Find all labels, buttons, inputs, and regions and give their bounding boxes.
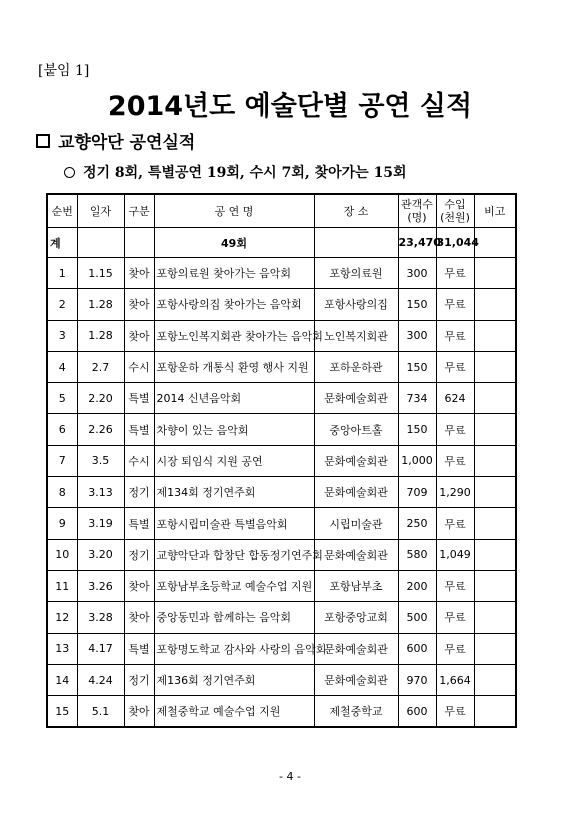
table-row: [47, 414, 516, 445]
cell-note: [474, 696, 516, 728]
cell-category: 수시: [124, 445, 154, 476]
cell-date: 4.24: [77, 664, 124, 695]
cell-date: 2.7: [77, 351, 124, 382]
summary-text: 정기 8회, 특별공연 19회, 수시 7회, 찾아가는 15회: [83, 165, 407, 181]
header-audience-line1: 관객수: [401, 198, 433, 211]
total-audience: 23,470: [398, 228, 436, 258]
cell-date: 3.5: [77, 445, 124, 476]
table-header-row: [47, 194, 516, 228]
cell-audience: 600: [398, 633, 436, 664]
cell-venue: 문화예술회관: [314, 383, 398, 414]
cell-no: 7: [47, 445, 77, 476]
cell-category: 찾아: [124, 570, 154, 601]
cell-name: 2014 신년음악회: [154, 383, 314, 414]
cell-no: 1: [47, 258, 77, 289]
header-note: 비고: [474, 194, 516, 228]
cell-no: 8: [47, 477, 77, 508]
cell-venue: 포항남부초: [314, 570, 398, 601]
header-name: 공 연 명: [154, 194, 314, 228]
cell-venue: 문화예술회관: [314, 633, 398, 664]
cell-venue: 포항의료원: [314, 258, 398, 289]
cell-audience: 250: [398, 508, 436, 539]
cell-venue: 포항중앙교회: [314, 602, 398, 633]
table-row: [47, 664, 516, 695]
cell-venue: 시립미술관: [314, 508, 398, 539]
performance-summary: [64, 162, 407, 182]
cell-name: 교향악단과 합창단 합동정기연주회: [154, 539, 314, 570]
cell-venue: 문화예술회관: [314, 445, 398, 476]
cell-note: [474, 570, 516, 601]
cell-name: 중앙동민과 함께하는 음악회: [154, 602, 314, 633]
page-title: 2014년도 예술단별 공연 실적: [107, 91, 473, 122]
cell-no: 5: [47, 383, 77, 414]
cell-name: 포항명도학교 감사와 사랑의 음악회: [154, 633, 314, 664]
cell-no: 6: [47, 414, 77, 445]
cell-audience: 200: [398, 570, 436, 601]
cell-note: [474, 508, 516, 539]
cell-revenue: 무료: [436, 570, 474, 601]
cell-audience: 300: [398, 258, 436, 289]
cell-revenue: 무료: [436, 414, 474, 445]
performance-table: [46, 193, 517, 728]
cell-venue: 문화예술회관: [314, 664, 398, 695]
cell-category: 정기: [124, 664, 154, 695]
cell-name: 차향이 있는 음악회: [154, 414, 314, 445]
cell-category: 특별: [124, 383, 154, 414]
header-no: 순번: [47, 194, 77, 228]
cell-revenue: 1,049: [436, 539, 474, 570]
section-heading: [36, 128, 195, 153]
cell-audience: 600: [398, 696, 436, 728]
cell-revenue: 1,664: [436, 664, 474, 695]
header-revenue-line2: (천원): [440, 211, 470, 224]
cell-category: 특별: [124, 508, 154, 539]
cell-venue: 문화예술회관: [314, 539, 398, 570]
cell-revenue: 무료: [436, 508, 474, 539]
header-audience: [398, 194, 436, 228]
cell-note: [474, 445, 516, 476]
table-row: [47, 351, 516, 382]
circle-bullet-icon: [64, 167, 75, 178]
cell-no: 13: [47, 633, 77, 664]
cell-date: 3.20: [77, 539, 124, 570]
cell-audience: 150: [398, 351, 436, 382]
cell-revenue: 무료: [436, 258, 474, 289]
cell-no: 14: [47, 664, 77, 695]
cell-no: 3: [47, 320, 77, 351]
table-row: [47, 602, 516, 633]
cell-audience: 150: [398, 414, 436, 445]
cell-no: 4: [47, 351, 77, 382]
table-row: [47, 696, 516, 728]
header-audience-line2: (명): [407, 211, 427, 224]
cell-venue: 포항사랑의집: [314, 289, 398, 320]
cell-venue: 노인복지회관: [314, 320, 398, 351]
cell-no: 9: [47, 508, 77, 539]
cell-revenue: 무료: [436, 445, 474, 476]
cell-audience: 300: [398, 320, 436, 351]
cell-category: 찾아: [124, 696, 154, 728]
cell-date: 2.26: [77, 414, 124, 445]
cell-date: 3.26: [77, 570, 124, 601]
cell-category: 특별: [124, 414, 154, 445]
cell-date: 1.28: [77, 320, 124, 351]
cell-note: [474, 258, 516, 289]
cell-audience: 580: [398, 539, 436, 570]
cell-date: 5.1: [77, 696, 124, 728]
cell-audience: 734: [398, 383, 436, 414]
cell-revenue: 무료: [436, 696, 474, 728]
cell-note: [474, 414, 516, 445]
cell-audience: 970: [398, 664, 436, 695]
cell-venue: 제철중학교: [314, 696, 398, 728]
cell-venue: 중앙아트홀: [314, 414, 398, 445]
cell-category: 정기: [124, 539, 154, 570]
cell-audience: 500: [398, 602, 436, 633]
cell-audience: 1,000: [398, 445, 436, 476]
header-category: 구분: [124, 194, 154, 228]
cell-date: 2.20: [77, 383, 124, 414]
attachment-label: [붙임 1]: [38, 63, 90, 79]
total-date: [77, 228, 124, 258]
page-number: - 4 -: [279, 770, 301, 783]
total-venue: [314, 228, 398, 258]
total-row: [47, 228, 516, 258]
table-row: [47, 539, 516, 570]
cell-name: 제철중학교 예술수업 지원: [154, 696, 314, 728]
cell-name: 포항남부초등학교 예술수업 지원: [154, 570, 314, 601]
table-row: [47, 633, 516, 664]
cell-category: 찾아: [124, 258, 154, 289]
cell-category: 수시: [124, 351, 154, 382]
header-revenue: [436, 194, 474, 228]
table-row: [47, 508, 516, 539]
cell-audience: 150: [398, 289, 436, 320]
cell-revenue: 무료: [436, 602, 474, 633]
cell-note: [474, 383, 516, 414]
cell-revenue: 무료: [436, 351, 474, 382]
cell-category: 찾아: [124, 602, 154, 633]
cell-note: [474, 539, 516, 570]
cell-note: [474, 664, 516, 695]
section-title: 교향악단 공연실적: [58, 133, 196, 153]
table-row: [47, 320, 516, 351]
cell-venue: 문화예술회관: [314, 477, 398, 508]
cell-category: 특별: [124, 633, 154, 664]
square-bullet-icon: [36, 134, 50, 148]
cell-revenue: 무료: [436, 633, 474, 664]
cell-venue: 포하운하관: [314, 351, 398, 382]
cell-category: 찾아: [124, 320, 154, 351]
cell-revenue: 624: [436, 383, 474, 414]
cell-no: 15: [47, 696, 77, 728]
cell-name: 시장 퇴임식 지원 공연: [154, 445, 314, 476]
cell-no: 11: [47, 570, 77, 601]
cell-note: [474, 351, 516, 382]
cell-name: 포항사랑의집 찾아가는 음악회: [154, 289, 314, 320]
cell-date: 3.19: [77, 508, 124, 539]
cell-name: 포항운하 개통식 환영 행사 지원: [154, 351, 314, 382]
cell-no: 10: [47, 539, 77, 570]
cell-date: 4.17: [77, 633, 124, 664]
cell-no: 12: [47, 602, 77, 633]
table-row: [47, 258, 516, 289]
header-revenue-line1: 수입: [444, 198, 466, 211]
total-category: [124, 228, 154, 258]
cell-name: 포항의료원 찾아가는 음악회: [154, 258, 314, 289]
total-note: [474, 228, 516, 258]
performance-table-wrapper: [46, 193, 515, 728]
table-row: [47, 383, 516, 414]
total-revenue: 31,044: [436, 228, 474, 258]
header-date: 일자: [77, 194, 124, 228]
header-venue: 장 소: [314, 194, 398, 228]
cell-revenue: 1,290: [436, 477, 474, 508]
cell-category: 찾아: [124, 289, 154, 320]
cell-date: 3.28: [77, 602, 124, 633]
cell-date: 3.13: [77, 477, 124, 508]
cell-audience: 709: [398, 477, 436, 508]
cell-note: [474, 477, 516, 508]
total-label: 계: [47, 228, 77, 258]
total-count: 49회: [154, 228, 314, 258]
cell-revenue: 무료: [436, 289, 474, 320]
table-row: [47, 477, 516, 508]
cell-note: [474, 602, 516, 633]
cell-date: 1.28: [77, 289, 124, 320]
cell-category: 정기: [124, 477, 154, 508]
cell-date: 1.15: [77, 258, 124, 289]
cell-name: 포항시립미술관 특별음악회: [154, 508, 314, 539]
table-row: [47, 445, 516, 476]
cell-note: [474, 320, 516, 351]
table-row: [47, 289, 516, 320]
cell-name: 제136회 정기연주회: [154, 664, 314, 695]
table-row: [47, 570, 516, 601]
cell-note: [474, 633, 516, 664]
cell-note: [474, 289, 516, 320]
cell-no: 2: [47, 289, 77, 320]
cell-name: 포항노인복지회관 찾아가는 음악회: [154, 320, 314, 351]
cell-name: 제134회 정기연주회: [154, 477, 314, 508]
cell-revenue: 무료: [436, 320, 474, 351]
